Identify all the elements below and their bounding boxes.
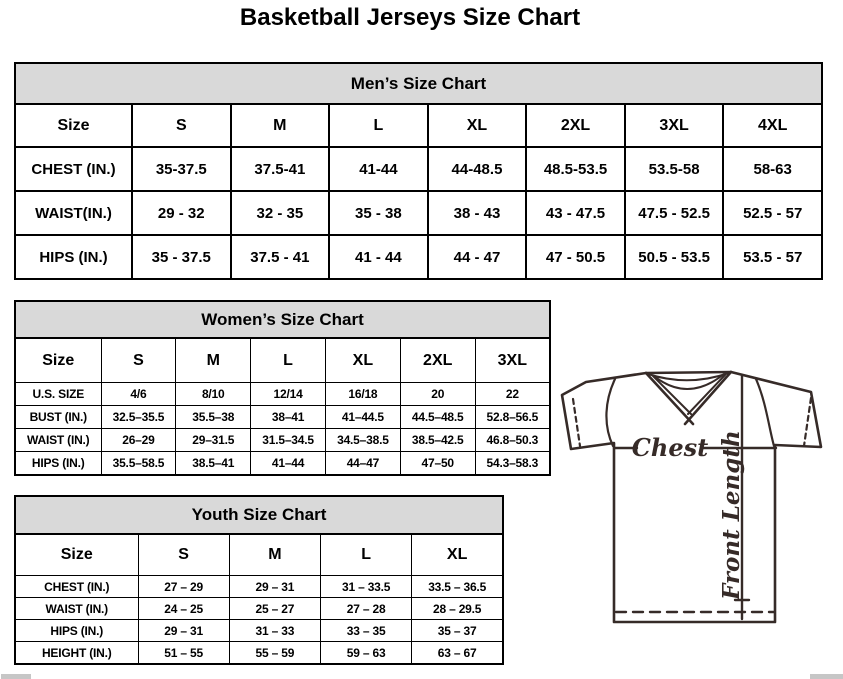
- table-row: [15, 642, 503, 665]
- table-header-row: [15, 534, 503, 576]
- table-cell: 44–47: [325, 452, 400, 476]
- table-cell: 44-48.5: [428, 147, 527, 191]
- table-cell: 52.5 - 57: [723, 191, 822, 235]
- horizontal-scrollbar-fragment-right[interactable]: [810, 674, 843, 679]
- womens-table-caption: Women’s Size Chart: [15, 301, 550, 338]
- column-header: M: [176, 338, 251, 383]
- table-cell: 63 – 67: [412, 642, 503, 665]
- table-cell: 38.5–42.5: [400, 429, 475, 452]
- column-header: M: [231, 104, 330, 147]
- table-cell: 51 – 55: [138, 642, 229, 665]
- table-cell: 37.5-41: [231, 147, 330, 191]
- chest-label: Chest: [631, 433, 709, 462]
- column-header: S: [132, 104, 231, 147]
- table-cell: 31 – 33.5: [321, 576, 412, 598]
- table-cell: 41–44: [251, 452, 326, 476]
- table-cell: 16/18: [325, 383, 400, 406]
- horizontal-scrollbar-fragment-left[interactable]: [1, 674, 31, 679]
- table-caption-row: [15, 301, 550, 338]
- page-title: Basketball Jerseys Size Chart: [239, 4, 581, 31]
- table-cell: 50.5 - 53.5: [625, 235, 724, 279]
- table-row: [15, 429, 550, 452]
- table-row: [15, 191, 822, 235]
- column-header: L: [329, 104, 428, 147]
- row-label: HIPS (IN.): [15, 452, 101, 476]
- table-cell: 33 – 35: [321, 620, 412, 642]
- row-label: BUST (IN.): [15, 406, 101, 429]
- table-cell: 35 – 37: [412, 620, 503, 642]
- table-cell: 29 - 32: [132, 191, 231, 235]
- table-cell: 53.5-58: [625, 147, 724, 191]
- table-caption-row: [15, 496, 503, 534]
- column-header: 2XL: [526, 104, 625, 147]
- column-header: 2XL: [400, 338, 475, 383]
- row-label: HIPS (IN.): [15, 235, 132, 279]
- table-cell: 47–50: [400, 452, 475, 476]
- table-cell: 29 – 31: [138, 620, 229, 642]
- row-label: WAIST (IN.): [15, 429, 101, 452]
- table-cell: 48.5-53.5: [526, 147, 625, 191]
- column-header: 3XL: [625, 104, 724, 147]
- column-header: 3XL: [475, 338, 550, 383]
- table-cell: 24 – 25: [138, 598, 229, 620]
- table-cell: 35.5–38: [176, 406, 251, 429]
- table-cell: 58-63: [723, 147, 822, 191]
- table-cell: 25 – 27: [229, 598, 320, 620]
- table-cell: 43 - 47.5: [526, 191, 625, 235]
- column-header: L: [251, 338, 326, 383]
- mens-table-caption: Men’s Size Chart: [15, 63, 822, 104]
- row-label: HIPS (IN.): [15, 620, 138, 642]
- table-cell: 34.5–38.5: [325, 429, 400, 452]
- table-cell: 35.5–58.5: [101, 452, 176, 476]
- table-cell: 37.5 - 41: [231, 235, 330, 279]
- table-cell: 59 – 63: [321, 642, 412, 665]
- jersey-armhole-seam: [606, 379, 615, 446]
- table-cell: 4/6: [101, 383, 176, 406]
- column-header: 4XL: [723, 104, 822, 147]
- table-row: [15, 383, 550, 406]
- table-cell: 46.8–50.3: [475, 429, 550, 452]
- youth-table-caption: Youth Size Chart: [15, 496, 503, 534]
- table-cell: 47 - 50.5: [526, 235, 625, 279]
- table-cell: 35 - 38: [329, 191, 428, 235]
- jersey-neck-top-line: [646, 372, 731, 373]
- mens-size-chart-table: [14, 62, 823, 280]
- column-header: Size: [15, 534, 138, 576]
- table-cell: 38 - 43: [428, 191, 527, 235]
- table-cell: 38.5–41: [176, 452, 251, 476]
- womens-size-chart-table: [14, 300, 551, 476]
- table-caption-row: [15, 63, 822, 104]
- table-cell: 8/10: [176, 383, 251, 406]
- youth-size-chart-table: [14, 495, 504, 665]
- jersey-measurement-diagram: [558, 360, 828, 665]
- column-header: XL: [428, 104, 527, 147]
- table-cell: 28 – 29.5: [412, 598, 503, 620]
- front-length-label: Front Length: [718, 430, 745, 600]
- row-label: HEIGHT (IN.): [15, 642, 138, 665]
- table-cell: 52.8–56.5: [475, 406, 550, 429]
- sleeve-dashed-line: [573, 399, 580, 446]
- table-cell: 29 – 31: [229, 576, 320, 598]
- table-cell: 55 – 59: [229, 642, 320, 665]
- table-cell: 32.5–35.5: [101, 406, 176, 429]
- table-cell: 38–41: [251, 406, 326, 429]
- table-cell: 35-37.5: [132, 147, 231, 191]
- row-label: CHEST (IN.): [15, 147, 132, 191]
- table-row: [15, 620, 503, 642]
- row-label: WAIST (IN.): [15, 598, 138, 620]
- table-cell: 27 – 28: [321, 598, 412, 620]
- table-header-row: [15, 338, 550, 383]
- table-cell: 44 - 47: [428, 235, 527, 279]
- table-cell: 20: [400, 383, 475, 406]
- table-cell: 32 - 35: [231, 191, 330, 235]
- table-cell: 41 - 44: [329, 235, 428, 279]
- column-header: S: [138, 534, 229, 576]
- table-header-row: [15, 104, 822, 147]
- column-header: L: [321, 534, 412, 576]
- table-cell: 47.5 - 52.5: [625, 191, 724, 235]
- table-cell: 22: [475, 383, 550, 406]
- table-row: [15, 147, 822, 191]
- table-cell: 44.5–48.5: [400, 406, 475, 429]
- row-label: U.S. SIZE: [15, 383, 101, 406]
- column-header: M: [229, 534, 320, 576]
- column-header: Size: [15, 338, 101, 383]
- sleeve-dashed-line: [804, 398, 811, 446]
- table-cell: 35 - 37.5: [132, 235, 231, 279]
- row-label: WAIST(IN.): [15, 191, 132, 235]
- table-cell: 31 – 33: [229, 620, 320, 642]
- column-header: XL: [412, 534, 503, 576]
- column-header: S: [101, 338, 176, 383]
- table-cell: 12/14: [251, 383, 326, 406]
- table-cell: 33.5 – 36.5: [412, 576, 503, 598]
- table-cell: 31.5–34.5: [251, 429, 326, 452]
- table-row: [15, 406, 550, 429]
- table-cell: 41-44: [329, 147, 428, 191]
- table-cell: 53.5 - 57: [723, 235, 822, 279]
- table-cell: 41–44.5: [325, 406, 400, 429]
- table-row: [15, 598, 503, 620]
- table-cell: 54.3–58.3: [475, 452, 550, 476]
- table-cell: 27 – 29: [138, 576, 229, 598]
- jersey-armhole-seam: [756, 379, 774, 446]
- jersey-outline-drawing: [558, 360, 828, 665]
- column-header: Size: [15, 104, 132, 147]
- table-row: [15, 576, 503, 598]
- table-row: [15, 235, 822, 279]
- column-header: XL: [325, 338, 400, 383]
- table-cell: 26–29: [101, 429, 176, 452]
- table-cell: 29–31.5: [176, 429, 251, 452]
- table-row: [15, 452, 550, 476]
- row-label: CHEST (IN.): [15, 576, 138, 598]
